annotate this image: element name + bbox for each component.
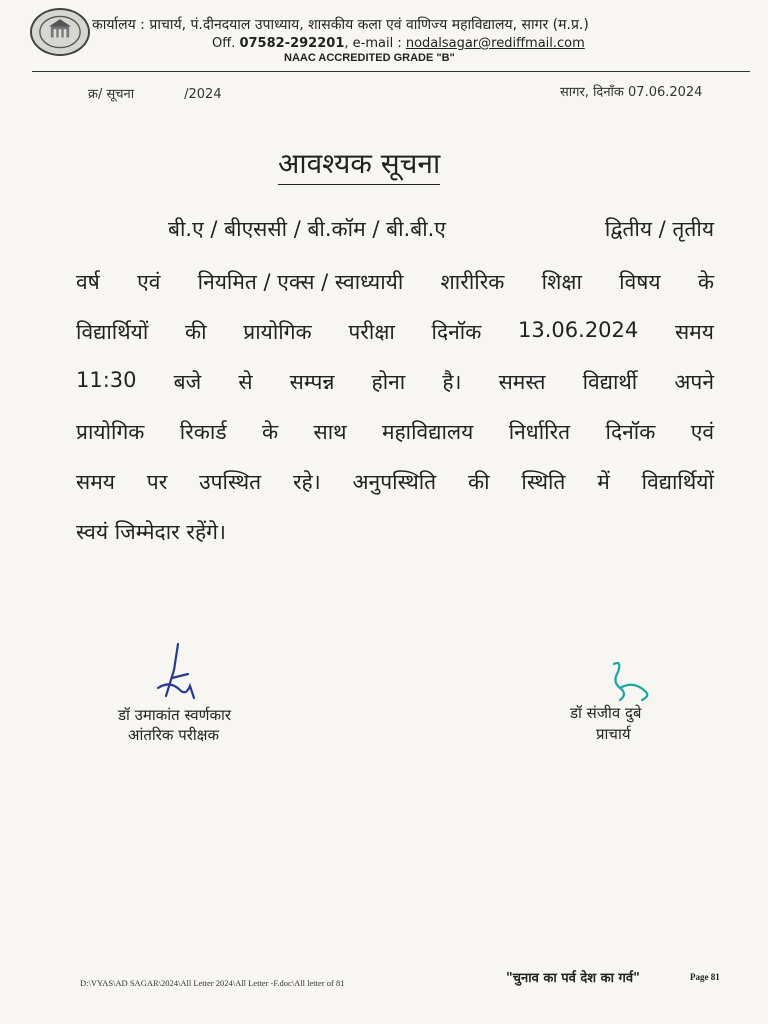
notice-word: समय [674,320,714,344]
notice-word: से [238,370,253,394]
left-signatory-role: आंतरिक परीक्षक [128,726,220,744]
notice-line [76,418,714,446]
notice-word: प्रायोगिक [243,320,312,344]
notice-word: 11:30 [76,368,137,392]
notice-line [76,468,714,496]
notice-word: बी.ए / बीएससी / बी.कॉम / बी.बी.ए [168,217,446,241]
contact-line [212,36,585,51]
email-label: , e-mail : [344,36,406,51]
notice-word: साथ [313,420,347,444]
notice-word: शारीरिक [440,270,505,294]
notice-word: एवं [690,420,714,444]
election-slogan: "चुनाव का पर्व देश का गर्व" [506,971,640,986]
notice-line [168,215,714,243]
notice-word: विद्यार्थियों [76,320,149,344]
college-logo [30,8,90,56]
notice-word: स्वयं जिम्मेदार रहेंगे। [76,520,226,544]
reference-label: क्र/ सूचना [88,87,135,102]
email-link[interactable]: nodalsagar@rediffmail.com [405,36,585,51]
notice-word: के [697,270,714,294]
notice-word: में [597,470,610,494]
notice-word: स्थिति [521,470,566,494]
right-signatory-name: डॉ संजीव दुबे [570,704,642,722]
notice-word: की [184,320,207,344]
notice-line [76,268,714,296]
notice-word: प्रायोगिक [76,420,145,444]
notice-word: के [262,420,279,444]
notice-word: समस्त [498,370,546,394]
notice-title: आवश्यक सूचना [278,144,440,185]
notice-word: महाविद्यालय [381,420,474,444]
notice-word: अनुपस्थिति [352,470,437,494]
notice-word: की [467,470,490,494]
notice-line [76,318,714,346]
notice-word: अपने [674,370,714,394]
notice-line [76,368,714,396]
notice-word: नियमित / एक्स / स्वाध्यायी [197,270,404,294]
notice-word: विषय [619,270,661,294]
notice-word: है। [442,370,462,394]
notice-word: द्वितीय / तृतीय [604,217,714,241]
letter-date: सागर, दिनाँक 07.06.2024 [560,85,703,100]
notice-word: एवं [137,270,161,294]
right-signatory-role: प्राचार्य [596,725,631,743]
notice-word: होना [371,370,406,394]
notice-word: विद्यार्थियों [641,470,714,494]
notice-word: रहे। [292,470,321,494]
left-signature [150,640,200,705]
notice-word: पर [146,470,168,494]
notice-word: निर्धारित [508,420,571,444]
notice-word: रिकार्ड [179,420,227,444]
notice-word: समय [76,470,115,494]
header-divider [32,71,750,72]
notice-word: वर्ष [76,270,100,294]
left-signatory-name: डॉ उमाकांत स्वर्णकार [118,706,232,724]
notice-word: सम्पन्न [289,370,335,394]
file-path: D:\VYAS\AD SAGAR\2024\All Letter 2024\All Letter -F.doc\All letter of 81 [80,978,345,988]
notice-word: 13.06.2024 [518,318,639,342]
notice-line [76,518,714,546]
notice-word: दिनॉक [605,420,656,444]
notice-word: विद्यार्थी [582,370,638,394]
notice-word: दिनॉक [431,320,482,344]
college-seal-icon [32,10,88,54]
office-address: कार्यालय : प्राचार्य, पं.दीनदयाल उपाध्याय, शासकीय कला एवं वाणिज्य महाविद्यालय, सागर (म.प्र.) [92,17,589,33]
page-number: Page 81 [690,972,720,982]
contact-prefix: Off. [212,36,240,51]
notice-word: उपस्थित [199,470,262,494]
notice-word: शिक्षा [541,270,582,294]
right-signature [600,658,655,708]
reference-number [88,84,222,102]
accreditation-line: NAAC ACCREDITED GRADE "B" [284,52,455,64]
reference-year: /2024 [184,87,222,102]
phone-number: 07582-292201 [239,36,345,51]
notice-word: परीक्षा [348,320,395,344]
notice-word: बजे [173,370,202,394]
